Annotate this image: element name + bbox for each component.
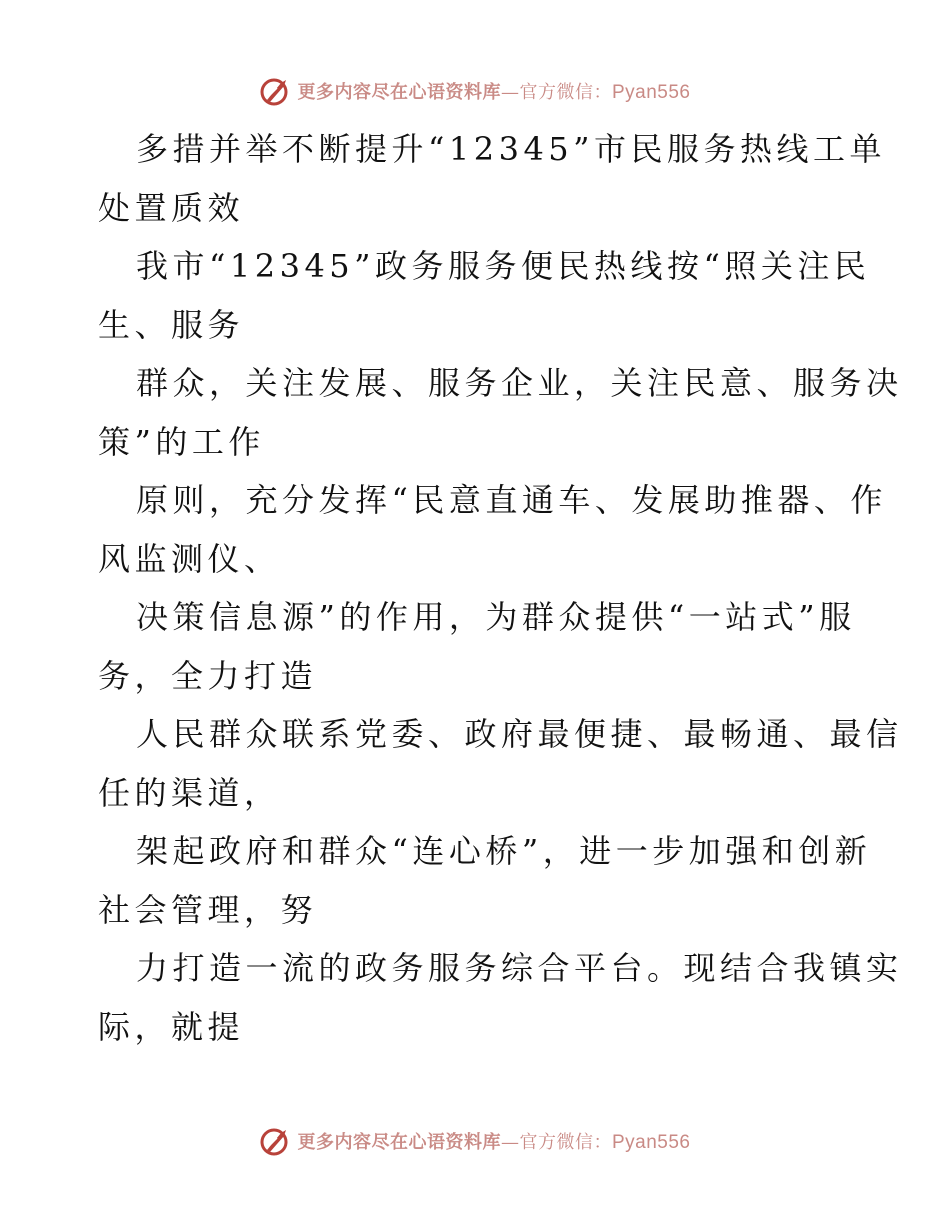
paragraph-line: 风监测仪、 bbox=[98, 539, 281, 578]
paragraph-line: 力打造一流的政务服务综合平台。现结合我镇实 bbox=[136, 949, 903, 987]
paragraph-line: 处置质效 bbox=[98, 188, 245, 227]
paragraph-line: 多措并举不断提升“12345”市民服务热线工单 bbox=[136, 130, 887, 168]
paragraph-line: 我市“12345”政务服务便民热线按“照关注民 bbox=[136, 247, 871, 285]
paragraph-line: 架起政府和群众“连心桥”，进一步加强和创新 bbox=[136, 832, 872, 870]
paragraph bbox=[98, 471, 887, 588]
paragraph bbox=[98, 822, 872, 939]
footer-banner-dash: — bbox=[500, 1132, 520, 1153]
brush-pen-logo-icon bbox=[259, 74, 293, 108]
paragraph bbox=[98, 705, 903, 822]
header-banner-contact-id: Pyan556 bbox=[611, 82, 691, 103]
header-banner-title: 更多内容尽在心语资料库 bbox=[297, 82, 501, 103]
paragraph-line: 群众，关注发展、服务企业，关注民意、服务决 bbox=[136, 364, 903, 402]
document-body bbox=[98, 120, 903, 1056]
brush-pen-logo-icon bbox=[259, 1124, 293, 1158]
paragraph-line: 社会管理，努 bbox=[98, 890, 318, 929]
footer-banner-title: 更多内容尽在心语资料库 bbox=[297, 1132, 501, 1153]
paragraph-line: 原则，充分发挥“民意直通车、发展助推器、作 bbox=[136, 481, 887, 519]
footer-banner bbox=[0, 1121, 950, 1161]
footer-banner-contact-id: Pyan556 bbox=[611, 1132, 691, 1153]
paragraph bbox=[98, 588, 858, 705]
paragraph-line: 际，就提 bbox=[98, 1007, 245, 1046]
paragraph-line: 策”的工作 bbox=[98, 422, 265, 461]
paragraph bbox=[98, 354, 903, 471]
paragraph-line: 人民群众联系党委、政府最便捷、最畅通、最信 bbox=[136, 715, 903, 753]
header-banner-text bbox=[297, 78, 690, 104]
paragraph-line: 生、服务 bbox=[98, 305, 245, 344]
header-banner-dash: — bbox=[500, 82, 520, 103]
paragraph-line: 任的渠道， bbox=[98, 773, 281, 812]
header-banner-contact-label: 官方微信： bbox=[519, 82, 612, 103]
paragraph-line: 决策信息源”的作用，为群众提供“一站式”服 bbox=[136, 598, 856, 636]
footer-banner-text bbox=[297, 1128, 690, 1154]
paragraph bbox=[98, 237, 871, 354]
footer-banner-contact-label: 官方微信： bbox=[519, 1132, 612, 1153]
paragraph bbox=[98, 120, 887, 237]
paragraph-line: 务，全力打造 bbox=[98, 656, 318, 695]
header-banner bbox=[0, 71, 950, 111]
paragraph bbox=[98, 939, 903, 1056]
